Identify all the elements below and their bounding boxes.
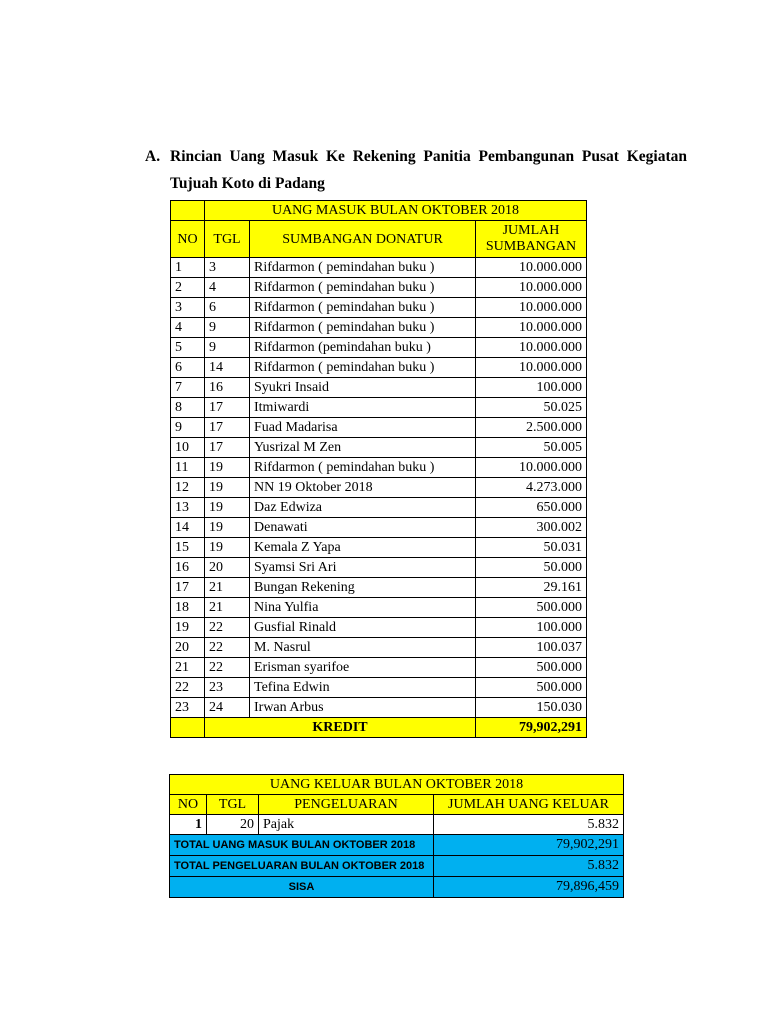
heading-line-1: Rincian Uang Masuk Ke Rekening Panitia Pembangunan Pusat Kegiatan — [170, 148, 687, 165]
income-row — [171, 318, 587, 338]
income-row — [171, 598, 587, 618]
income-title-spacer — [171, 201, 205, 221]
income-row — [171, 498, 587, 518]
income-table — [170, 200, 587, 738]
income-row — [171, 658, 587, 678]
row-amount: 100.000 — [476, 378, 587, 398]
row-donor-name: Fuad Madarisa — [250, 418, 476, 438]
expense-title-row — [170, 775, 624, 795]
expense-header-row — [170, 795, 624, 815]
total-in-label: TOTAL UANG MASUK BULAN OKTOBER 2018 — [170, 835, 434, 856]
row-tgl: 22 — [205, 658, 250, 678]
expense-row — [170, 815, 624, 835]
income-row — [171, 478, 587, 498]
income-row — [171, 678, 587, 698]
income-header-row — [171, 221, 587, 258]
row-amount: 10.000.000 — [476, 358, 587, 378]
exp-row-amount: 5.832 — [434, 815, 624, 835]
row-donor-name: Daz Edwiza — [250, 498, 476, 518]
income-row — [171, 438, 587, 458]
row-no: 2 — [171, 278, 205, 298]
row-no: 9 — [171, 418, 205, 438]
income-row — [171, 418, 587, 438]
row-donor-name: Rifdarmon ( pemindahan buku ) — [250, 278, 476, 298]
row-donor-name: Nina Yulfia — [250, 598, 476, 618]
exp-col-header-tgl: TGL — [207, 795, 259, 815]
exp-row-no: 1 — [170, 815, 207, 835]
row-no: 11 — [171, 458, 205, 478]
expense-table — [169, 774, 624, 898]
exp-row-item: Pajak — [259, 815, 434, 835]
total-in-value: 79,902,291 — [434, 835, 624, 856]
kredit-label: KREDIT — [205, 718, 476, 738]
row-tgl: 4 — [205, 278, 250, 298]
row-no: 17 — [171, 578, 205, 598]
row-donor-name: M. Nasrul — [250, 638, 476, 658]
row-tgl: 23 — [205, 678, 250, 698]
row-tgl: 14 — [205, 358, 250, 378]
income-row — [171, 338, 587, 358]
row-no: 16 — [171, 558, 205, 578]
row-no: 18 — [171, 598, 205, 618]
row-donor-name: Tefina Edwin — [250, 678, 476, 698]
row-tgl: 22 — [205, 618, 250, 638]
row-tgl: 17 — [205, 418, 250, 438]
row-tgl: 19 — [205, 498, 250, 518]
row-amount: 50.031 — [476, 538, 587, 558]
sisa-row — [170, 877, 624, 898]
total-in-row — [170, 835, 624, 856]
income-row — [171, 538, 587, 558]
sisa-label: SISA — [170, 877, 434, 898]
row-donor-name: Yusrizal M Zen — [250, 438, 476, 458]
row-tgl: 21 — [205, 598, 250, 618]
heading-line-2: Tujuah Koto di Padang — [170, 175, 325, 192]
col-header-amount-line2: SUMBANGAN — [485, 239, 577, 254]
row-no: 23 — [171, 698, 205, 718]
kredit-row — [171, 718, 587, 738]
row-tgl: 16 — [205, 378, 250, 398]
row-donor-name: Rifdarmon ( pemindahan buku ) — [250, 258, 476, 278]
row-amount: 10.000.000 — [476, 278, 587, 298]
row-tgl: 3 — [205, 258, 250, 278]
row-tgl: 17 — [205, 398, 250, 418]
row-amount: 50.025 — [476, 398, 587, 418]
row-tgl: 19 — [205, 518, 250, 538]
row-tgl: 21 — [205, 578, 250, 598]
row-tgl: 19 — [205, 478, 250, 498]
row-no: 21 — [171, 658, 205, 678]
income-table-title: UANG MASUK BULAN OKTOBER 2018 — [205, 201, 587, 221]
section-heading — [145, 148, 687, 193]
row-amount: 100.037 — [476, 638, 587, 658]
row-donor-name: Rifdarmon (pemindahan buku ) — [250, 338, 476, 358]
kredit-value: 79,902,291 — [476, 718, 587, 738]
row-no: 4 — [171, 318, 205, 338]
row-no: 7 — [171, 378, 205, 398]
row-donor-name: Syukri Insaid — [250, 378, 476, 398]
income-row — [171, 618, 587, 638]
row-amount: 10.000.000 — [476, 318, 587, 338]
row-amount: 500.000 — [476, 658, 587, 678]
row-amount: 29.161 — [476, 578, 587, 598]
row-amount: 500.000 — [476, 598, 587, 618]
row-amount: 10.000.000 — [476, 258, 587, 278]
row-amount: 300.002 — [476, 518, 587, 538]
row-amount: 650.000 — [476, 498, 587, 518]
income-row — [171, 398, 587, 418]
exp-row-tgl: 20 — [207, 815, 259, 835]
row-no: 6 — [171, 358, 205, 378]
row-amount: 100.000 — [476, 618, 587, 638]
col-header-no: NO — [171, 221, 205, 258]
row-amount: 2.500.000 — [476, 418, 587, 438]
row-amount: 500.000 — [476, 678, 587, 698]
row-donor-name: NN 19 Oktober 2018 — [250, 478, 476, 498]
row-tgl: 19 — [205, 538, 250, 558]
row-no: 22 — [171, 678, 205, 698]
row-donor-name: Itmiwardi — [250, 398, 476, 418]
row-no: 19 — [171, 618, 205, 638]
row-tgl: 20 — [205, 558, 250, 578]
row-tgl: 6 — [205, 298, 250, 318]
income-row — [171, 358, 587, 378]
row-tgl: 17 — [205, 438, 250, 458]
row-no: 5 — [171, 338, 205, 358]
row-no: 8 — [171, 398, 205, 418]
income-row — [171, 378, 587, 398]
row-amount: 10.000.000 — [476, 298, 587, 318]
row-no: 13 — [171, 498, 205, 518]
income-title-row — [171, 201, 587, 221]
col-header-amount — [476, 221, 587, 258]
section-letter: A. — [145, 148, 161, 165]
income-row — [171, 578, 587, 598]
total-out-value: 5.832 — [434, 856, 624, 877]
col-header-donor: SUMBANGAN DONATUR — [250, 221, 476, 258]
income-row — [171, 518, 587, 538]
row-amount: 4.273.000 — [476, 478, 587, 498]
row-donor-name: Rifdarmon ( pemindahan buku ) — [250, 458, 476, 478]
row-donor-name: Irwan Arbus — [250, 698, 476, 718]
row-no: 20 — [171, 638, 205, 658]
income-row — [171, 298, 587, 318]
row-tgl: 19 — [205, 458, 250, 478]
row-donor-name: Syamsi Sri Ari — [250, 558, 476, 578]
row-donor-name: Erisman syarifoe — [250, 658, 476, 678]
expense-table-title: UANG KELUAR BULAN OKTOBER 2018 — [170, 775, 624, 795]
row-amount: 50.000 — [476, 558, 587, 578]
exp-col-header-item: PENGELUARAN — [259, 795, 434, 815]
income-row — [171, 258, 587, 278]
income-row — [171, 458, 587, 478]
row-amount: 10.000.000 — [476, 338, 587, 358]
row-donor-name: Rifdarmon ( pemindahan buku ) — [250, 358, 476, 378]
row-donor-name: Gusfial Rinald — [250, 618, 476, 638]
row-amount: 10.000.000 — [476, 458, 587, 478]
row-no: 12 — [171, 478, 205, 498]
total-out-row — [170, 856, 624, 877]
row-donor-name: Denawati — [250, 518, 476, 538]
row-no: 1 — [171, 258, 205, 278]
income-row — [171, 638, 587, 658]
row-tgl: 22 — [205, 638, 250, 658]
income-row — [171, 558, 587, 578]
row-tgl: 9 — [205, 318, 250, 338]
row-donor-name: Rifdarmon ( pemindahan buku ) — [250, 298, 476, 318]
total-out-label: TOTAL PENGELUARAN BULAN OKTOBER 2018 — [170, 856, 434, 877]
income-row — [171, 698, 587, 718]
row-donor-name: Kemala Z Yapa — [250, 538, 476, 558]
row-no: 15 — [171, 538, 205, 558]
row-amount: 150.030 — [476, 698, 587, 718]
row-amount: 50.005 — [476, 438, 587, 458]
income-row — [171, 278, 587, 298]
sisa-value: 79,896,459 — [434, 877, 624, 898]
exp-col-header-no: NO — [170, 795, 207, 815]
row-tgl: 24 — [205, 698, 250, 718]
col-header-amount-line1: JUMLAH — [502, 223, 560, 238]
row-no: 3 — [171, 298, 205, 318]
row-tgl: 9 — [205, 338, 250, 358]
exp-col-header-amount: JUMLAH UANG KELUAR — [434, 795, 624, 815]
row-no: 10 — [171, 438, 205, 458]
row-donor-name: Rifdarmon ( pemindahan buku ) — [250, 318, 476, 338]
row-donor-name: Bungan Rekening — [250, 578, 476, 598]
col-header-tgl: TGL — [205, 221, 250, 258]
row-no: 14 — [171, 518, 205, 538]
kredit-spacer — [171, 718, 205, 738]
